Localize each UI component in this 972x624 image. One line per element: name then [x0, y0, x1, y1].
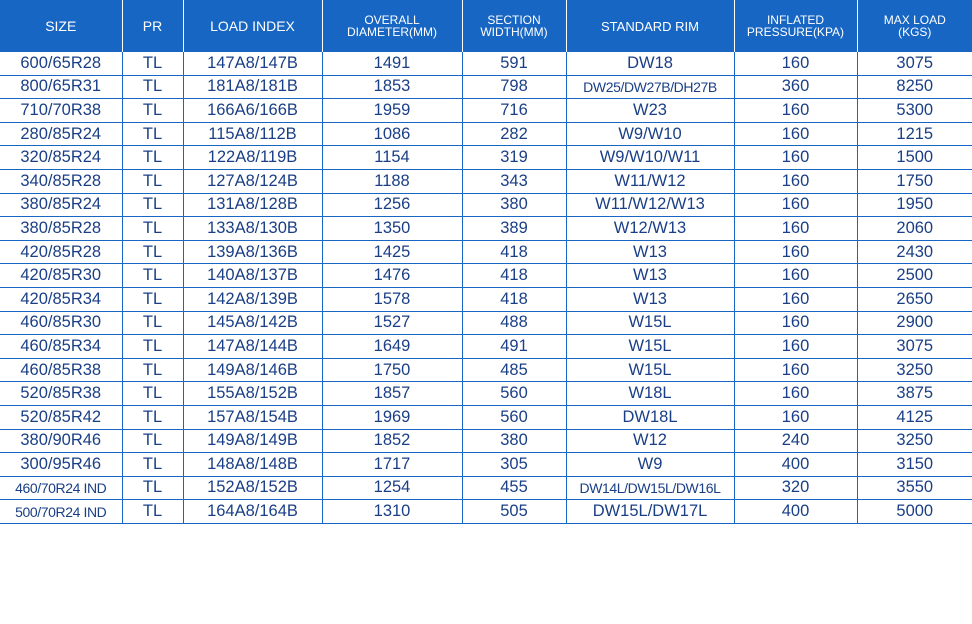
cell-section-width: 380	[462, 429, 566, 453]
cell-max-load: 3075	[857, 335, 972, 359]
cell-section-width: 591	[462, 52, 566, 75]
cell-standard-rim: DW18L	[566, 405, 734, 429]
cell-standard-rim: DW14L/DW15L/DW16L	[566, 476, 734, 500]
cell-load-index: 133A8/130B	[183, 217, 322, 241]
header-overall-diameter: OVERALL DIAMETER(MM)	[322, 0, 462, 52]
table-row	[0, 264, 972, 288]
cell-inflated-pressure: 160	[734, 122, 857, 146]
cell-size: 460/85R38	[0, 358, 122, 382]
cell-overall-diameter: 1969	[322, 405, 462, 429]
cell-standard-rim: W9/W10/W11	[566, 146, 734, 170]
table-row	[0, 169, 972, 193]
cell-pr: TL	[122, 500, 183, 524]
cell-inflated-pressure: 160	[734, 335, 857, 359]
cell-load-index: 181A8/181B	[183, 75, 322, 99]
cell-inflated-pressure: 160	[734, 217, 857, 241]
cell-size: 500/70R24 IND	[0, 500, 122, 524]
cell-inflated-pressure: 160	[734, 52, 857, 75]
cell-inflated-pressure: 400	[734, 453, 857, 477]
cell-load-index: 145A8/142B	[183, 311, 322, 335]
cell-pr: TL	[122, 382, 183, 406]
cell-size: 520/85R38	[0, 382, 122, 406]
cell-section-width: 418	[462, 287, 566, 311]
header-standard-rim: STANDARD RIM	[566, 0, 734, 52]
cell-overall-diameter: 1476	[322, 264, 462, 288]
cell-size: 520/85R42	[0, 405, 122, 429]
cell-overall-diameter: 1649	[322, 335, 462, 359]
cell-inflated-pressure: 160	[734, 99, 857, 123]
cell-max-load: 3250	[857, 429, 972, 453]
cell-section-width: 282	[462, 122, 566, 146]
table-row	[0, 99, 972, 123]
cell-load-index: 155A8/152B	[183, 382, 322, 406]
cell-standard-rim: W15L	[566, 311, 734, 335]
cell-pr: TL	[122, 429, 183, 453]
cell-inflated-pressure: 160	[734, 193, 857, 217]
cell-section-width: 389	[462, 217, 566, 241]
cell-overall-diameter: 1350	[322, 217, 462, 241]
cell-inflated-pressure: 160	[734, 240, 857, 264]
cell-pr: TL	[122, 75, 183, 99]
cell-standard-rim: W9/W10	[566, 122, 734, 146]
cell-pr: TL	[122, 287, 183, 311]
cell-max-load: 3875	[857, 382, 972, 406]
cell-max-load: 2650	[857, 287, 972, 311]
cell-section-width: 319	[462, 146, 566, 170]
cell-pr: TL	[122, 99, 183, 123]
cell-max-load: 3550	[857, 476, 972, 500]
cell-load-index: 142A8/139B	[183, 287, 322, 311]
cell-standard-rim: W9	[566, 453, 734, 477]
cell-section-width: 305	[462, 453, 566, 477]
cell-load-index: 140A8/137B	[183, 264, 322, 288]
header-inflated-pressure: INFLATED PRESSURE(KPA)	[734, 0, 857, 52]
cell-max-load: 1500	[857, 146, 972, 170]
cell-standard-rim: DW25/DW27B/DH27B	[566, 75, 734, 99]
cell-max-load: 8250	[857, 75, 972, 99]
cell-load-index: 147A8/144B	[183, 335, 322, 359]
table-row	[0, 500, 972, 524]
table-row	[0, 429, 972, 453]
cell-max-load: 1750	[857, 169, 972, 193]
cell-max-load: 4125	[857, 405, 972, 429]
table-row	[0, 122, 972, 146]
table-row	[0, 52, 972, 75]
cell-load-index: 152A8/152B	[183, 476, 322, 500]
table-row	[0, 217, 972, 241]
cell-standard-rim: DW18	[566, 52, 734, 75]
cell-section-width: 485	[462, 358, 566, 382]
table-row	[0, 240, 972, 264]
cell-max-load: 3075	[857, 52, 972, 75]
cell-standard-rim: W13	[566, 264, 734, 288]
table-row	[0, 75, 972, 99]
header-load-index: LOAD INDEX	[183, 0, 322, 52]
cell-section-width: 418	[462, 240, 566, 264]
cell-overall-diameter: 1425	[322, 240, 462, 264]
cell-pr: TL	[122, 169, 183, 193]
cell-load-index: 149A8/146B	[183, 358, 322, 382]
cell-standard-rim: W12/W13	[566, 217, 734, 241]
cell-inflated-pressure: 160	[734, 382, 857, 406]
cell-inflated-pressure: 160	[734, 405, 857, 429]
cell-section-width: 418	[462, 264, 566, 288]
cell-size: 710/70R38	[0, 99, 122, 123]
cell-inflated-pressure: 320	[734, 476, 857, 500]
cell-section-width: 488	[462, 311, 566, 335]
cell-size: 460/85R34	[0, 335, 122, 359]
header-pr: PR	[122, 0, 183, 52]
cell-pr: TL	[122, 335, 183, 359]
cell-standard-rim: W11/W12/W13	[566, 193, 734, 217]
cell-section-width: 505	[462, 500, 566, 524]
cell-pr: TL	[122, 453, 183, 477]
table-row	[0, 311, 972, 335]
cell-size: 460/85R30	[0, 311, 122, 335]
cell-overall-diameter: 1086	[322, 122, 462, 146]
table-row	[0, 146, 972, 170]
cell-size: 460/70R24 IND	[0, 476, 122, 500]
cell-pr: TL	[122, 240, 183, 264]
cell-max-load: 3150	[857, 453, 972, 477]
cell-inflated-pressure: 160	[734, 169, 857, 193]
cell-load-index: 148A8/148B	[183, 453, 322, 477]
header-section-width: SECTION WIDTH(MM)	[462, 0, 566, 52]
cell-size: 280/85R24	[0, 122, 122, 146]
table-body	[0, 52, 972, 523]
table-row	[0, 358, 972, 382]
cell-max-load: 3250	[857, 358, 972, 382]
cell-standard-rim: W15L	[566, 358, 734, 382]
cell-load-index: 139A8/136B	[183, 240, 322, 264]
cell-inflated-pressure: 160	[734, 287, 857, 311]
cell-load-index: 115A8/112B	[183, 122, 322, 146]
cell-pr: TL	[122, 193, 183, 217]
cell-standard-rim: W15L	[566, 335, 734, 359]
cell-pr: TL	[122, 146, 183, 170]
table-row	[0, 287, 972, 311]
cell-inflated-pressure: 240	[734, 429, 857, 453]
cell-overall-diameter: 1256	[322, 193, 462, 217]
cell-overall-diameter: 1717	[322, 453, 462, 477]
cell-size: 420/85R28	[0, 240, 122, 264]
cell-inflated-pressure: 360	[734, 75, 857, 99]
cell-size: 320/85R24	[0, 146, 122, 170]
cell-inflated-pressure: 160	[734, 311, 857, 335]
cell-max-load: 5000	[857, 500, 972, 524]
table-row	[0, 193, 972, 217]
cell-inflated-pressure: 160	[734, 264, 857, 288]
header-max-load: MAX LOAD (KGS)	[857, 0, 972, 52]
cell-standard-rim: W12	[566, 429, 734, 453]
cell-overall-diameter: 1154	[322, 146, 462, 170]
cell-load-index: 149A8/149B	[183, 429, 322, 453]
cell-size: 380/85R24	[0, 193, 122, 217]
cell-pr: TL	[122, 122, 183, 146]
cell-section-width: 455	[462, 476, 566, 500]
table-row	[0, 476, 972, 500]
cell-section-width: 716	[462, 99, 566, 123]
cell-pr: TL	[122, 358, 183, 382]
cell-load-index: 166A6/166B	[183, 99, 322, 123]
cell-size: 300/95R46	[0, 453, 122, 477]
cell-pr: TL	[122, 52, 183, 75]
cell-max-load: 5300	[857, 99, 972, 123]
cell-load-index: 164A8/164B	[183, 500, 322, 524]
cell-inflated-pressure: 400	[734, 500, 857, 524]
cell-size: 420/85R34	[0, 287, 122, 311]
cell-overall-diameter: 1959	[322, 99, 462, 123]
cell-standard-rim: DW15L/DW17L	[566, 500, 734, 524]
cell-load-index: 122A8/119B	[183, 146, 322, 170]
cell-standard-rim: W13	[566, 287, 734, 311]
cell-section-width: 343	[462, 169, 566, 193]
cell-section-width: 560	[462, 405, 566, 429]
cell-overall-diameter: 1853	[322, 75, 462, 99]
cell-size: 380/90R46	[0, 429, 122, 453]
header-size: SIZE	[0, 0, 122, 52]
cell-overall-diameter: 1857	[322, 382, 462, 406]
cell-standard-rim: W18L	[566, 382, 734, 406]
cell-max-load: 2060	[857, 217, 972, 241]
cell-overall-diameter: 1188	[322, 169, 462, 193]
header-row	[0, 0, 972, 52]
cell-load-index: 127A8/124B	[183, 169, 322, 193]
cell-overall-diameter: 1310	[322, 500, 462, 524]
cell-pr: TL	[122, 217, 183, 241]
cell-overall-diameter: 1750	[322, 358, 462, 382]
cell-load-index: 157A8/154B	[183, 405, 322, 429]
cell-size: 800/65R31	[0, 75, 122, 99]
table-row	[0, 453, 972, 477]
cell-overall-diameter: 1852	[322, 429, 462, 453]
cell-section-width: 491	[462, 335, 566, 359]
cell-inflated-pressure: 160	[734, 146, 857, 170]
cell-section-width: 798	[462, 75, 566, 99]
cell-size: 420/85R30	[0, 264, 122, 288]
cell-load-index: 147A8/147B	[183, 52, 322, 75]
cell-pr: TL	[122, 476, 183, 500]
cell-inflated-pressure: 160	[734, 358, 857, 382]
cell-standard-rim: W11/W12	[566, 169, 734, 193]
cell-section-width: 380	[462, 193, 566, 217]
cell-load-index: 131A8/128B	[183, 193, 322, 217]
cell-max-load: 2500	[857, 264, 972, 288]
cell-standard-rim: W13	[566, 240, 734, 264]
cell-overall-diameter: 1578	[322, 287, 462, 311]
table-row	[0, 382, 972, 406]
cell-max-load: 1215	[857, 122, 972, 146]
cell-max-load: 1950	[857, 193, 972, 217]
table-row	[0, 405, 972, 429]
cell-pr: TL	[122, 311, 183, 335]
cell-max-load: 2430	[857, 240, 972, 264]
cell-pr: TL	[122, 405, 183, 429]
cell-size: 600/65R28	[0, 52, 122, 75]
cell-section-width: 560	[462, 382, 566, 406]
cell-max-load: 2900	[857, 311, 972, 335]
cell-overall-diameter: 1527	[322, 311, 462, 335]
cell-pr: TL	[122, 264, 183, 288]
table-row	[0, 335, 972, 359]
cell-standard-rim: W23	[566, 99, 734, 123]
cell-overall-diameter: 1254	[322, 476, 462, 500]
cell-size: 340/85R28	[0, 169, 122, 193]
cell-size: 380/85R28	[0, 217, 122, 241]
cell-overall-diameter: 1491	[322, 52, 462, 75]
